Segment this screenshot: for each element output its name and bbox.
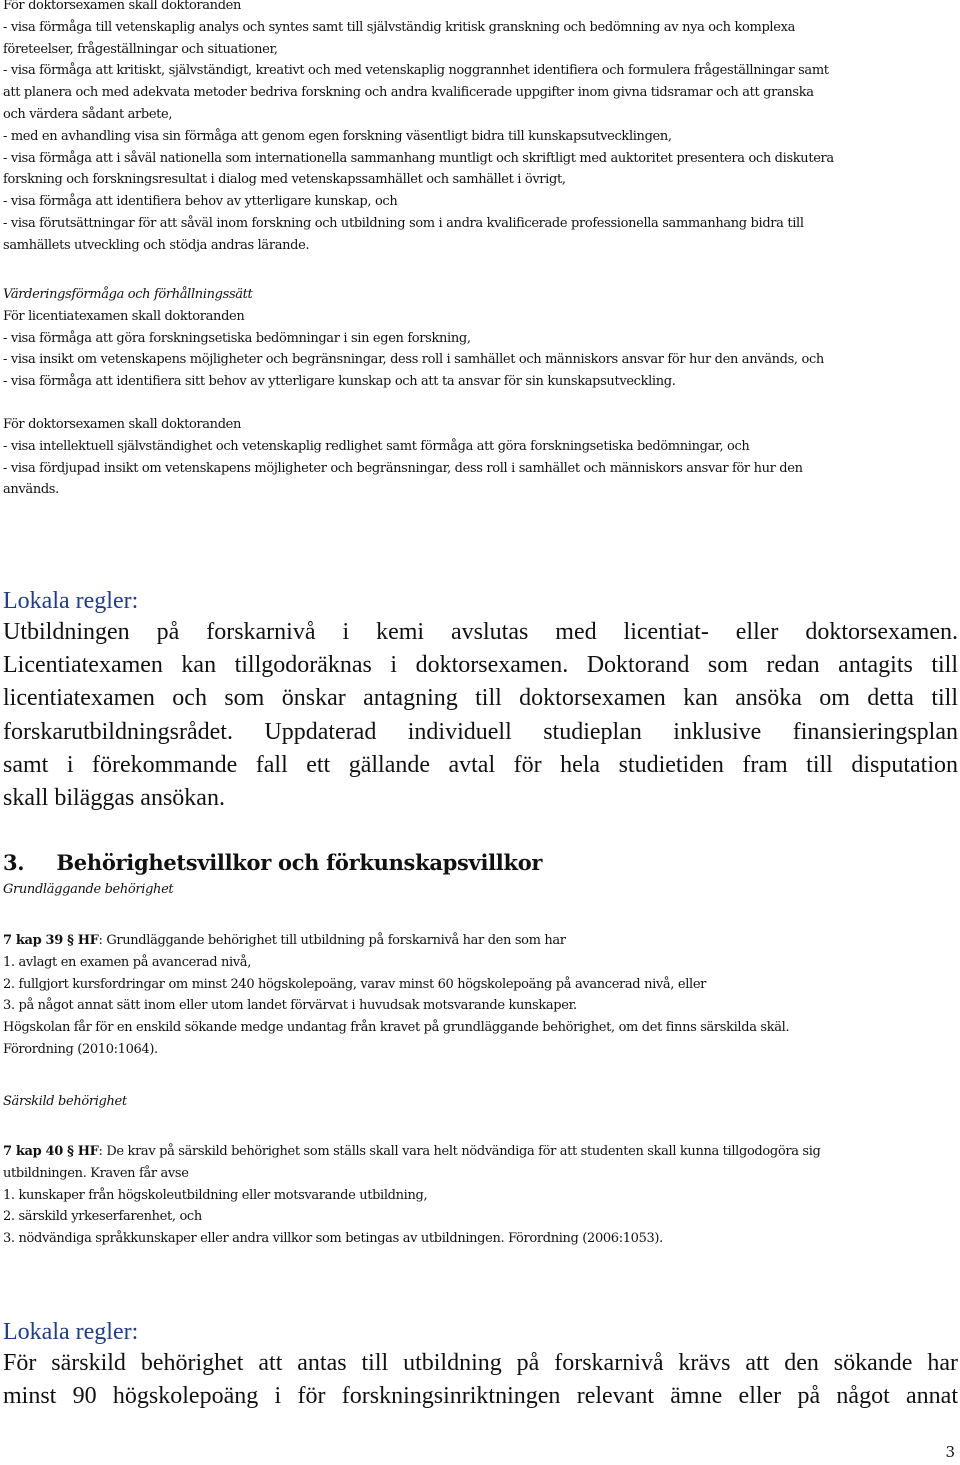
- text-line: För särskild behörighet att antas till utbildning på forskarnivå krävs att den sökande har: [3, 1350, 958, 1376]
- text-line: utbildningen. Kraven får avse: [3, 1165, 189, 1181]
- text-line: Högskolan får för en enskild sökande medge undantag från kravet på grundläggande behörighet, om det finns särskilda skäl.: [3, 1020, 790, 1036]
- text-line: - visa förmåga att göra forskningsetiska bedömningar i sin egen forskning,: [3, 330, 471, 346]
- valuation-doctoral-block: [3, 414, 803, 501]
- text-line: minst 90 högskolepoäng i för forskningsinriktningen relevant ämne eller på något annat: [3, 1383, 958, 1410]
- text-line: - visa intellektuell självständighet och vetenskaplig redlighet samt förmåga att göra forskningsetiska bedömningar, och: [3, 438, 750, 454]
- text-line: - visa förmåga till vetenskaplig analys och syntes samt till självständig kritisk granskning och bedömning av nya och komplexa: [3, 19, 795, 35]
- valuation-section: [3, 284, 824, 393]
- local-rules-1: [3, 586, 958, 815]
- text-line: 2. särskild yrkeserfarenhet, och: [3, 1209, 202, 1225]
- section-number: 3.: [3, 850, 25, 875]
- special-eligibility-block: [3, 1141, 820, 1250]
- text-line: företeelser, frågeställningar och situationer,: [3, 41, 278, 57]
- law-text: : Grundläggande behörighet till utbildning på forskarnivå har den som har: [98, 933, 566, 948]
- special-eligibility-heading: Särskild behörighet: [3, 1094, 127, 1109]
- basic-eligibility-heading-block: [3, 879, 173, 901]
- text-line: - visa förmåga att kritiskt, självständigt, kreativt och med vetenskaplig noggrannhet identifiera och formulera frågeställningar samt: [3, 63, 829, 79]
- text-line: För doktorsexamen skall doktoranden: [3, 417, 242, 432]
- local-rules-2: [3, 1317, 958, 1413]
- text-line: - visa insikt om vetenskapens möjligheter och begränsningar, dess roll i samhället och människors ansvar för hur den används, och: [3, 352, 824, 368]
- text-line: - visa förmåga att i såväl nationella som internationella sammanhang muntligt och skriftligt med auktoritet presentera och diskutera: [3, 150, 834, 166]
- text-line: - med en avhandling visa sin förmåga att genom egen forskning väsentligt bidra till kunskapsutvecklingen,: [3, 128, 672, 144]
- text-line: - visa förmåga att identifiera behov av ytterligare kunskap, och: [3, 194, 398, 210]
- text-line: samt i förekommande fall ett gällande avtal för hela studietiden fram till disputation: [3, 751, 958, 778]
- text-line: - visa förutsättningar för att såväl inom forskning och utbildning som i andra kvalificerade professionella sammanhang bidra till: [3, 215, 804, 231]
- special-eligibility-heading-block: [3, 1091, 127, 1113]
- text-line: forskarutbildningsrådet. Uppdaterad individuell studieplan inklusive finansieringsplan: [3, 718, 958, 745]
- basic-eligibility-block: [3, 930, 789, 1061]
- page-number: 3: [945, 1443, 955, 1461]
- law-reference: 7 kap 39 § HF: [3, 933, 99, 948]
- section-title: Behörighetsvillkor och förkunskapsvillkor: [56, 850, 543, 875]
- text-line: För licentiatexamen skall doktoranden: [3, 308, 245, 324]
- text-line: - visa fördjupad insikt om vetenskapens möjligheter och begränsningar, dess roll i samhället och människors ansvar för hur den: [3, 460, 803, 476]
- law-text: : De krav på särskild behörighet som ställs skall vara helt nödvändiga för att studenten skall kunna tillgodogöra sig: [98, 1144, 821, 1159]
- text-line: 3. på något annat sätt inom eller utom landet förvärvat i huvudsak motsvarande kunskaper.: [3, 998, 577, 1014]
- local-rules-heading: Lokala regler:: [3, 588, 139, 614]
- text-line: Förordning (2010:1064).: [3, 1041, 158, 1057]
- text-line: skall biläggas ansökan.: [3, 785, 225, 812]
- text-line: 3. nödvändiga språkkunskaper eller andra villkor som betingas av utbildningen. Förordning (2006:1053).: [3, 1231, 663, 1247]
- text-line: att planera och med adekvata metoder bedriva forskning och andra kvalificerade uppgifter inom givna tidsramar och att granska: [3, 85, 814, 101]
- section-3-heading: [3, 849, 542, 877]
- doctoral-outcomes-block: [3, 0, 834, 257]
- text-line: 1. avlagt en examen på avancerad nivå,: [3, 954, 251, 970]
- text-line: Utbildningen på forskarnivå i kemi avslutas med licentiat- eller doktorsexamen.: [3, 619, 958, 645]
- text-line: För doktorsexamen skall doktoranden: [3, 0, 242, 13]
- text-line: och värdera sådant arbete,: [3, 106, 173, 122]
- text-line: 1. kunskaper från högskoleutbildning eller motsvarande utbildning,: [3, 1187, 428, 1203]
- text-line: [3, 1141, 820, 1163]
- text-line: Licentiatexamen kan tillgodoräknas i doktorsexamen. Doktorand som redan antagits till: [3, 652, 958, 679]
- basic-eligibility-heading: Grundläggande behörighet: [3, 882, 174, 897]
- law-reference: 7 kap 40 § HF: [3, 1144, 99, 1159]
- text-line: licentiatexamen och som önskar antagning till doktorsexamen kan ansöka om detta till: [3, 685, 958, 712]
- text-line: [3, 930, 789, 952]
- text-line: 2. fullgjort kursfordringar om minst 240 högskolepoäng, varav minst 60 högskolepoäng på avancerad nivå, eller: [3, 976, 707, 992]
- local-rules-heading: Lokala regler:: [3, 1319, 139, 1345]
- text-line: samhällets utveckling och stödja andras lärande.: [3, 237, 310, 253]
- text-line: - visa förmåga att identifiera sitt behov av ytterligare kunskap och att ta ansvar för sin kunskapsutveckling.: [3, 374, 676, 390]
- text-line: forskning och forskningsresultat i dialog med vetenskapssamhället och samhället i övrigt,: [3, 172, 566, 188]
- text-line: används.: [3, 482, 59, 498]
- valuation-heading: Värderingsförmåga och förhållningssätt: [3, 287, 253, 302]
